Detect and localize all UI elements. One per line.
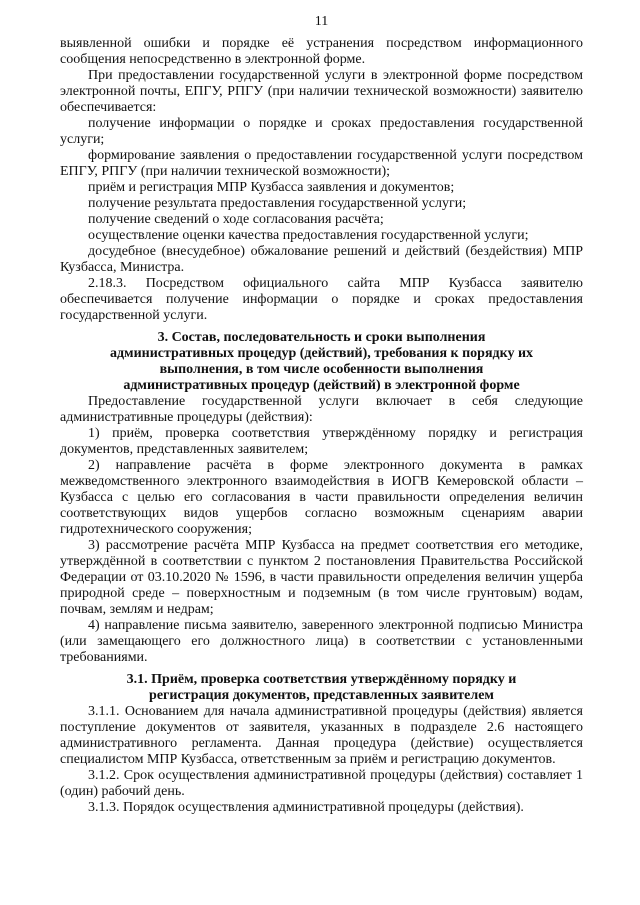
section-3-heading-line: 3. Состав, последовательность и сроки выполнения <box>157 330 486 345</box>
intro-item-appeal: досудебное (внесудебное) обжалование решений и действий (бездействия) МПР Кузбасса, Министра. <box>60 244 583 275</box>
section-3-1-heading-line: 3.1. Приём, проверка соответствия утверждённому порядку и <box>126 672 517 687</box>
paragraph-2-18-3: 2.18.3. Посредством официального сайта МПР Кузбасса заявителю обеспечивается получение информации о порядке и сроках предоставления государственной услуги. <box>60 276 583 323</box>
intro-item-application: формирование заявления о предоставлении государственной услуги посредством ЕПГУ, РПГУ (при наличии технической возможности); <box>60 148 583 179</box>
section-3-1-heading-line: регистрация документов, представленных заявителем <box>149 688 494 703</box>
paragraph-3-1-3: 3.1.3. Порядок осуществления административной процедуры (действия). <box>88 800 524 815</box>
procedure-item-1: 1) приём, проверка соответствия утверждённому порядку и регистрация документов, представленных заявителем; <box>60 426 583 457</box>
page-number: 11 <box>314 14 329 29</box>
section-3-heading <box>60 330 583 394</box>
section-3-heading-line: выполнения, в том числе особенности выполнения <box>159 362 484 377</box>
intro-item-info: получение информации о порядке и сроках предоставления государственной услуги; <box>60 116 583 147</box>
section-3-1-heading <box>60 672 583 704</box>
intro-item-result: получение результата предоставления государственной услуги; <box>88 196 467 211</box>
intro-item-quality: осуществление оценки качества предоставления государственной услуги; <box>88 228 529 243</box>
paragraph-3-1-2: 3.1.2. Срок осуществления административной процедуры (действия) составляет 1 (один) рабочий день. <box>60 768 583 799</box>
paragraph-3-1-1: 3.1.1. Основанием для начала административной процедуры (действия) является поступление документов от заявителя, указанных в подразделе 2.6 настоящего административного регламента. Данная процедура (действие) осуществляется специалистом МПР Кузбасса, ответственным за приём и регистрацию документов. <box>60 704 583 767</box>
intro-item-registration: приём и регистрация МПР Кузбасса заявления и документов; <box>88 180 455 195</box>
section-3-heading-line: административных процедур (действий) в электронной форме <box>123 378 520 393</box>
document-page <box>60 14 583 894</box>
intro-item-status: получение сведений о ходе согласования расчёта; <box>88 212 384 227</box>
intro-paragraph-continuation: выявленной ошибки и порядке её устранения посредством информационного сообщения непосредственно в электронной форме. <box>60 36 583 67</box>
procedure-item-4: 4) направление письма заявителю, заверенного электронной подписью Министра (или замещающего его должностного лица) в соответствии с установленными требованиями. <box>60 618 583 665</box>
procedure-item-3: 3) рассмотрение расчёта МПР Кузбасса на предмет соответствия его методике, утверждённой в соответствии с пунктом 2 постановления Правительства Российской Федерации от 03.10.2020 № 1596, в части правильности определения величин ущерба природной среде – поверхностным и подземным (в том числе грунтовым) водам, почвам, землям и недрам; <box>60 538 583 617</box>
section-3-intro: Предоставление государственной услуги включает в себя следующие административные процедуры (действия): <box>60 394 583 425</box>
procedure-item-2: 2) направление расчёта в форме электронного документа в рамках межведомственного электронного взаимодействия в ИОГВ Кемеровской области – Кузбасса с целью его согласования в части правильности определения величин соответствующих видов ущербов согласно возможным сценариям аварии гидротехнического сооружения; <box>60 458 583 537</box>
section-3-heading-line: административных процедур (действий), требования к порядку их <box>109 346 534 361</box>
intro-paragraph-electronic-form: При предоставлении государственной услуги в электронной форме посредством электронной почты, ЕПГУ, РПГУ (при наличии технической возможности) заявителю обеспечивается: <box>60 68 583 115</box>
